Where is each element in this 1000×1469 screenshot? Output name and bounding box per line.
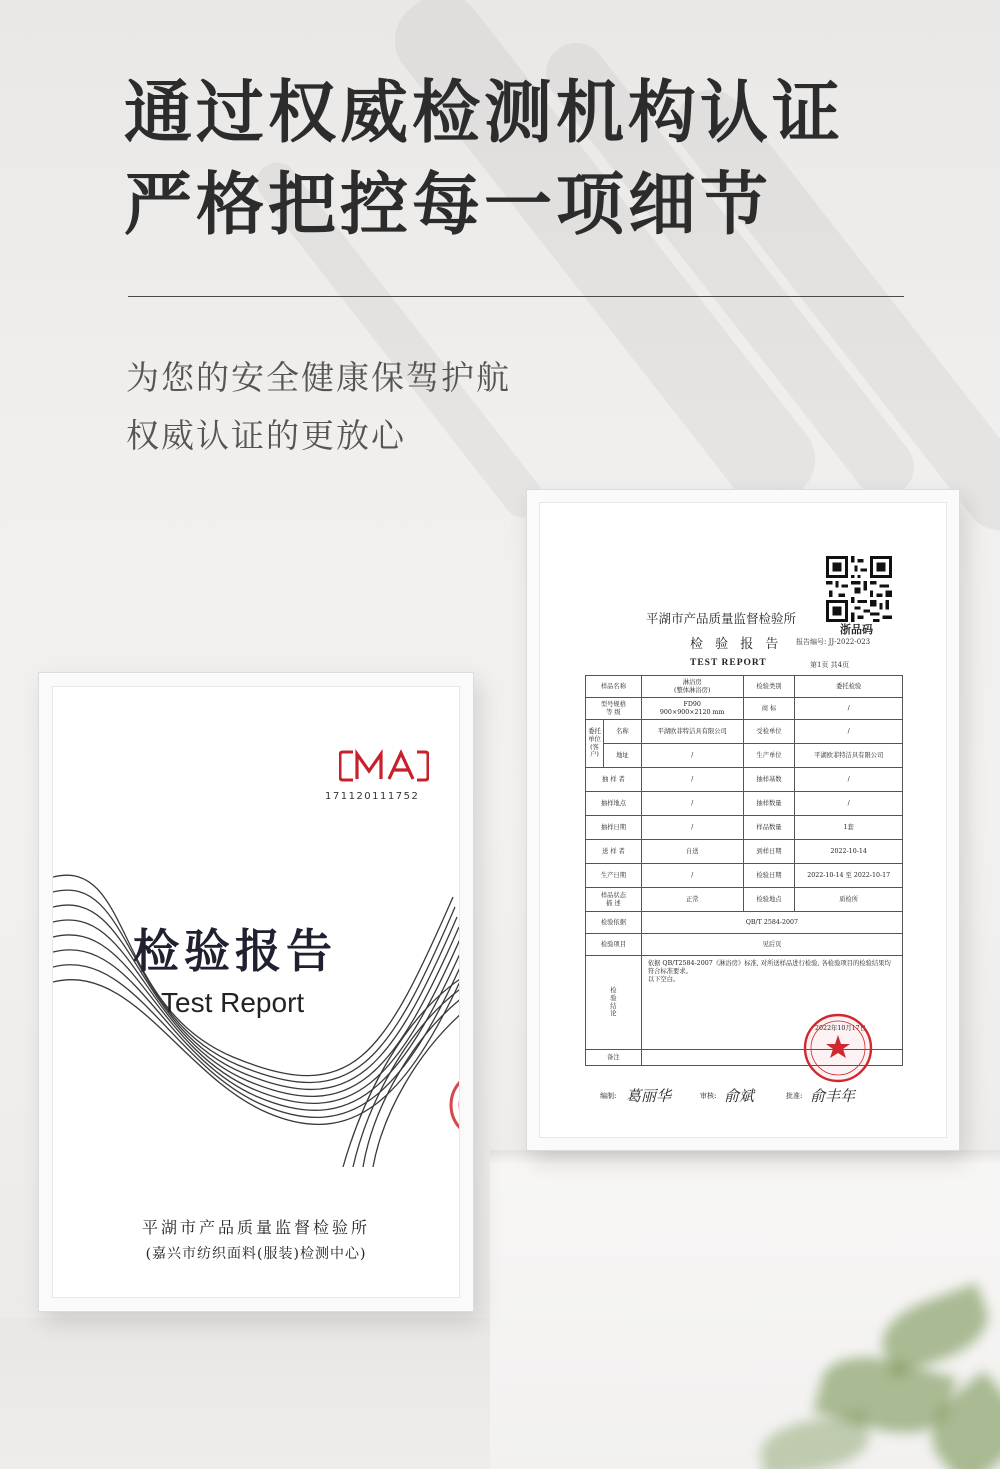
- row-value-cell: /: [641, 816, 743, 840]
- report-title: 检 验 报 告: [690, 637, 783, 652]
- row-value-cell: /: [795, 720, 903, 744]
- row-label-cell: 抽 样 者: [586, 768, 642, 792]
- row-value-cell: 淋浴房 (整体淋浴房): [641, 676, 743, 698]
- items-label-cell: 检验项目: [586, 934, 642, 956]
- cover-paper: [52, 686, 460, 1298]
- cover-frame: [38, 672, 474, 1312]
- qr-label: 浙品码: [840, 623, 873, 636]
- row-label-cell: 检验地点: [743, 888, 795, 912]
- table-row: [586, 698, 903, 720]
- row-value-cell: /: [641, 744, 743, 768]
- row-value-cell: /: [641, 864, 743, 888]
- official-seal-icon: [786, 1013, 890, 1083]
- row-value-cell: 平湖欧菲特洁具有限公司: [795, 744, 903, 768]
- subline-line-1: 为您的安全健康保驾护航: [126, 358, 511, 397]
- table-row: [586, 792, 903, 816]
- row-value-cell: /: [795, 792, 903, 816]
- report-org: 平湖市产品质量监督检验所: [646, 611, 797, 626]
- compiler-label: 编制:: [600, 1092, 617, 1100]
- row-value-cell: /: [795, 768, 903, 792]
- basis-value-cell: QB/T 2584-2007: [641, 912, 902, 934]
- row-value-cell: 平湖欧菲特洁具有限公司: [641, 720, 743, 744]
- compiler-signature: 葛丽华: [626, 1087, 672, 1105]
- row-value-cell: 正常: [641, 888, 743, 912]
- row-label-cell: 生产单位: [743, 744, 795, 768]
- reviewer-signature: 俞斌: [724, 1087, 755, 1105]
- table-row: [586, 864, 903, 888]
- table-row: [586, 720, 903, 744]
- row-label-cell: 到样日期: [743, 840, 795, 864]
- reviewer-label: 审核:: [700, 1092, 717, 1100]
- approver-signature: 俞丰年: [810, 1087, 856, 1105]
- row-label-cell: 样品名称: [586, 676, 642, 698]
- row-label-cell: 地址: [603, 744, 641, 768]
- qr-code-icon: [826, 556, 892, 622]
- row-label-cell: 抽样基数: [743, 768, 795, 792]
- table-row: [586, 744, 903, 768]
- report-page: 第1页 共4页: [810, 661, 850, 669]
- row-value-cell: 2022-10-14 至 2022-10-17: [795, 864, 903, 888]
- report-frame: [526, 489, 960, 1151]
- row-label-cell: 样品数量: [743, 816, 795, 840]
- conclusion-label-cell: 检 验 结 论: [586, 956, 642, 1050]
- table-row: [586, 840, 903, 864]
- row-value-cell: /: [641, 768, 743, 792]
- basis-label-cell: 检验依据: [586, 912, 642, 934]
- row-value-cell: 自送: [641, 840, 743, 864]
- row-value-cell: FD90 900×900×2120 mm: [641, 698, 743, 720]
- headline-line-1: 通过权威检测机构认证: [124, 74, 845, 153]
- row-label-cell: 抽样日期: [586, 816, 642, 840]
- red-stamp-icon: [443, 1069, 460, 1141]
- table-row: [586, 888, 903, 912]
- table-row: [586, 816, 903, 840]
- row-label-cell: 检验日期: [743, 864, 795, 888]
- row-label-cell: 抽样地点: [586, 792, 642, 816]
- row-value-cell: /: [795, 698, 903, 720]
- row-label-cell: 生产日期: [586, 864, 642, 888]
- report-paper: [539, 502, 947, 1138]
- pedestal-top-edge: [490, 1150, 1000, 1164]
- cma-logo-icon: [339, 749, 429, 783]
- approver-label: 批准:: [786, 1092, 803, 1100]
- report-table: [585, 675, 903, 1066]
- headline-line-2: 严格把控每一项细节: [124, 166, 773, 245]
- client-label-cell: 委托 单位 (客 户): [586, 720, 604, 768]
- report-number: 报告编号: JJ-2022-023: [796, 638, 871, 646]
- cover-title-en: Test Report: [161, 987, 305, 1018]
- row-label-cell: 名称: [603, 720, 641, 744]
- row-label-cell: 样品状态 描 述: [586, 888, 642, 912]
- row-label-cell: 商 标: [743, 698, 795, 720]
- row-value-cell: /: [641, 792, 743, 816]
- cover-org-subname: (嘉兴市纺织面料(服装)检测中心): [145, 1246, 367, 1262]
- row-label-cell: 送 样 者: [586, 840, 642, 864]
- row-label-cell: 型号规格 等 级: [586, 698, 642, 720]
- row-label-cell: 检验类别: [743, 676, 795, 698]
- table-row: [586, 934, 903, 956]
- row-value-cell: 2022-10-14: [795, 840, 903, 864]
- table-row: [586, 676, 903, 698]
- cover-org-name: 平湖市产品质量监督检验所: [141, 1218, 370, 1237]
- report-title-en: TEST REPORT: [690, 658, 767, 668]
- divider: [128, 296, 904, 297]
- cma-number: 171120111752: [325, 791, 420, 802]
- signature-row: [600, 1085, 900, 1115]
- left-base: [0, 1318, 490, 1469]
- items-value-cell: 见后页: [641, 934, 902, 956]
- table-row: [586, 768, 903, 792]
- row-label-cell: 受检单位: [743, 720, 795, 744]
- cover-title-cn: 检验报告: [133, 924, 337, 978]
- table-row: [586, 912, 903, 934]
- row-value-cell: 1套: [795, 816, 903, 840]
- conclusion-text: 依据 QB/T2584-2007《淋浴房》标准, 对所送样品进行检验, 各检验项目的检验结果均符合标准要求。 以下空白。: [647, 960, 891, 983]
- row-value-cell: 委托检验: [795, 676, 903, 698]
- row-label-cell: 抽样数量: [743, 792, 795, 816]
- remark-label-cell: 备注: [586, 1050, 642, 1066]
- subline-line-2: 权威认证的更放心: [126, 416, 406, 455]
- row-value-cell: 质检所: [795, 888, 903, 912]
